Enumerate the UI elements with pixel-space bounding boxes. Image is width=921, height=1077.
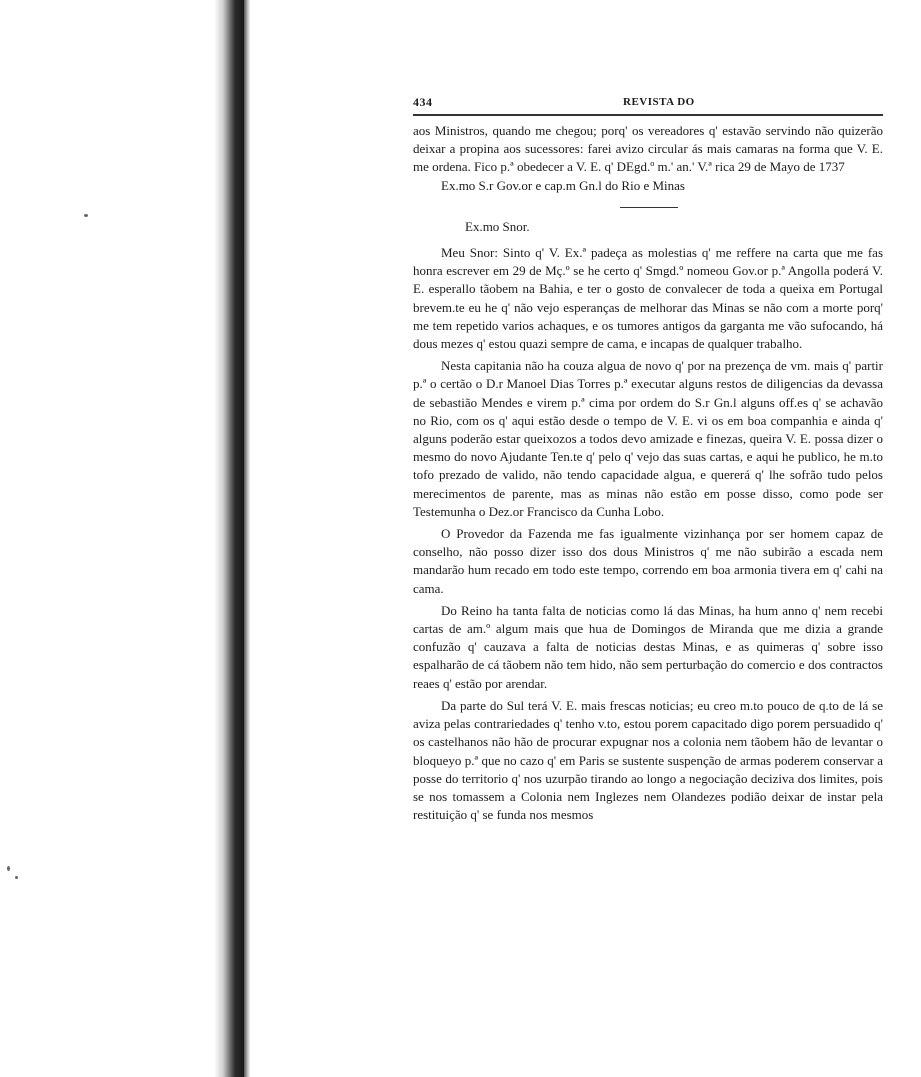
book-binding-edge (244, 0, 250, 1077)
book-binding-shadow (214, 0, 244, 1077)
body-paragraph: Meu Snor: Sinto q' V. Ex.ª padeça as molestias q' me reffere na carta que me fas honra escrever em 29 de Mç.º se he certo q' Smgd.º nomeou Gov.or p.ª Angolla poderá V. E. esperallo tãobem na Bahia, e ter o gosto de convalecer de toda a queixa em Portugal brevem.te eu he q' não vejo esperanças de melhorar das Minas se não com a morte porq' me tem repetido varios achaques, e os tumores antigos da garganta me vão sufocando, há dous mezes q' estou quazi sempre de cama, e incapas de qualquer trabalho. (413, 245, 883, 352)
scan-speck (15, 876, 18, 879)
letter-salutation: Ex.mo Snor. (465, 218, 530, 234)
section-divider (620, 207, 678, 208)
letter-signature: Ex.mo S.r Gov.or e cap.m Gn.l do Rio e Minas (441, 177, 685, 193)
body-paragraph: Da parte do Sul terá V. E. mais frescas noticias; eu creo m.to pouco de q.to de lá se aviza pelas contrariedades q' tenho v.to, estou porem capacitado digo porem persuadido q' os castelhanos não hão de procurar expugnar nos a colonia nem tãobem hão de levantar o bloqueyo p.ª que no cazo q' em Paris se sustente suspenção de armas poderem conservar a posse do territorio q' nos uzurpão tirando ao longo a negociação deciziva dos limites, pois se nos tomassem a Colonia nem Inglezes nem Olandezes podião deixar de instar pela restituição q' se funda nos mesmos (413, 697, 883, 823)
scan-speck (84, 214, 88, 217)
book-page (413, 92, 883, 828)
page-number: 434 (413, 95, 433, 109)
header-rule (413, 114, 883, 116)
scan-speck (7, 866, 10, 871)
body-paragraph: Do Reino ha tanta falta de noticias como lá das Minas, ha hum anno q' nem recebi cartas de am.º algum mais que hua de Domingos de Miranda que me dizia a grande confuzão q' cauzava a falta de noticias destas Minas, e as quimeras q' sobre isso espalharão de cá tãobem não tem hido, não sem perturbação do comercio e dos contractos reaes q' estão por arendar. (413, 602, 883, 691)
running-head: REVISTA DO (623, 96, 695, 108)
body-paragraph: Nesta capitania não ha couza algua de novo q' por na prezença de vm. mais q' partir p.ª o certão o D.r Manoel Dias Torres p.ª executar alguns restos de diligencias da devassa de sebastião Mendes e virem p.ª cima por ordem do S.r Gn.l alguns off.es q' se achavão no Rio, com os q' aqui estão desde o tempo de V. E. vi os em boa companhia e ainda q' alguns poderão estar queixozos a todos devo amizade e finezas, queira V. E. possa dizer o mesmo do novo Ajudante Ten.te q' pelo q' vejo das suas cartas, e aqui he publico, he m.to tofo prezado de valido, não tendo capacidade algua, e quererá q' lhe sofrão tudo pelos merecimentos de parente, mas as minas não estão em posse disso, como pode ser Testemunha o Dez.or Francisco da Cunha Lobo. (413, 358, 883, 519)
page-header (413, 92, 883, 114)
letter-closing-text: aos Ministros, quando me chegou; porq' os vereadores q' estavão servindo não quizerão deixar a propina aos sucessores: farei avizo circular ás mais camaras na forma que V. E. me ordena. Fico p.ª obedecer a V. E. q' DEgd.º m.' an.' V.ª rica 29 de Mayo de 1737 (413, 123, 883, 175)
body-paragraph: O Provedor da Fazenda me fas igualmente vizinhança por ser homem capaz de conselho, não posso dizer isso dos dous Ministros q' me não subirão a escada nem mandarão hum recado em todo este tempo, correndo em boa armonia tivera em q' cahi na cama. (413, 526, 883, 596)
